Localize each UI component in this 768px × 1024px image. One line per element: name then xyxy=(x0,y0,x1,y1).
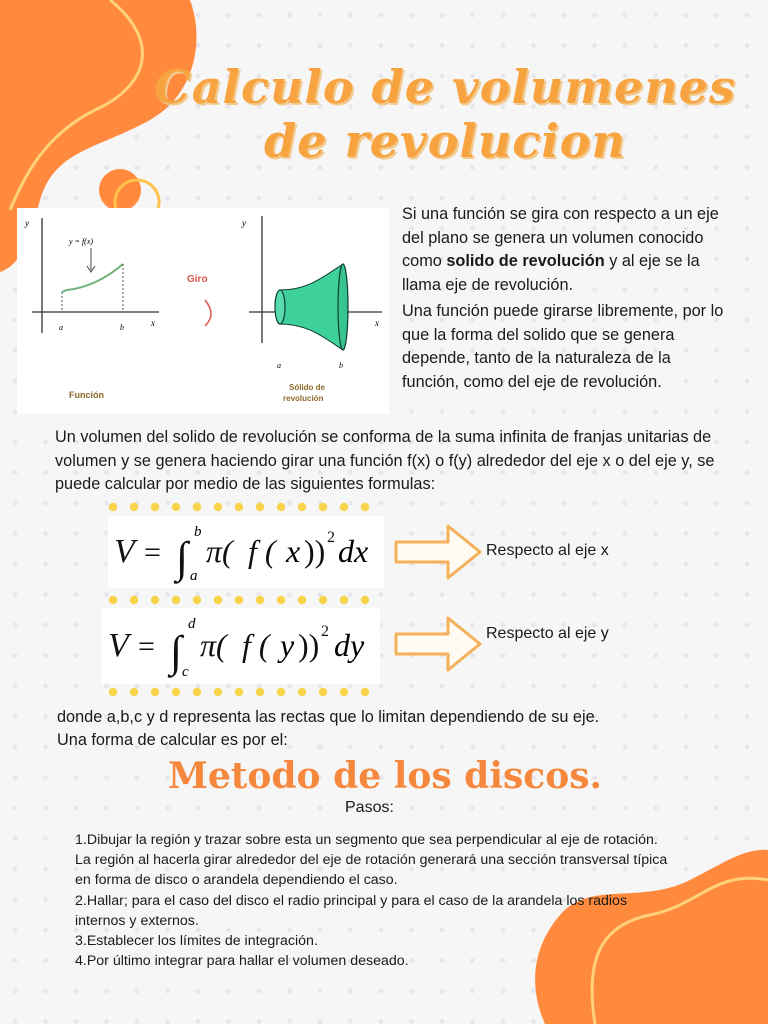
formula-y xyxy=(102,608,380,684)
svg-text:=: = xyxy=(138,630,155,663)
page-title xyxy=(150,60,740,168)
formula-y-lower: c xyxy=(182,664,189,680)
right-label-2: revolución xyxy=(283,394,324,403)
intro-paragraph-1 xyxy=(402,203,724,297)
formula-y-d: dy xyxy=(334,627,365,663)
steps-title: Pasos: xyxy=(345,799,394,816)
intro-p1-text: Si una función se gira con respecto a un eje del plano se genera un volumen conocido como xyxy=(402,205,719,270)
formula-y-var: y xyxy=(280,627,295,663)
svg-text:2: 2 xyxy=(321,623,329,640)
svg-text:2: 2 xyxy=(327,529,335,546)
formula-y-svg xyxy=(102,608,380,684)
right-a: a xyxy=(277,361,281,370)
intro-paragraph-2: Una función puede girarse libremente, por lo que la forma del solido que se genera depende, tanto de la naturaleza de la función, como del eje de revolución. xyxy=(402,302,724,391)
left-axis-x: x xyxy=(151,318,155,328)
intro-p1-bold: solido de revolución xyxy=(446,252,605,270)
title-line-2: de revolucion xyxy=(264,114,626,168)
revolution-figure xyxy=(17,208,389,414)
svg-text:π(: π( xyxy=(206,533,233,569)
steps-list xyxy=(75,830,675,971)
formula-x xyxy=(108,516,384,588)
solid-shape xyxy=(280,264,343,350)
left-b: b xyxy=(120,323,124,332)
arrow-right-icon xyxy=(394,614,484,674)
svg-text:∫: ∫ xyxy=(176,533,189,582)
formula-x-d: dx xyxy=(338,533,369,569)
formula-y-label: Respecto al eje y xyxy=(486,625,609,642)
func-label: y = f(x) xyxy=(69,237,94,246)
left-label: Función xyxy=(69,390,104,400)
formula-y-upper: d xyxy=(188,616,196,632)
left-axis-y: y xyxy=(25,218,29,228)
right-label-1: Sólido de xyxy=(289,383,325,392)
right-b: b xyxy=(339,361,343,370)
step-item: 2.Hallar; para el caso del disco el radio principal y para el caso de la arandela los radios internos y externos. xyxy=(75,892,628,929)
method-title: Metodo de los discos. xyxy=(167,755,603,797)
svg-text:=: = xyxy=(144,536,161,569)
giro-label: Giro xyxy=(187,274,208,285)
title-line-1: Calculo de volumenes xyxy=(154,60,736,114)
left-a: a xyxy=(59,323,63,332)
svg-text:V: V xyxy=(108,627,129,664)
svg-text:∫: ∫ xyxy=(170,627,183,676)
svg-text:f (: f ( xyxy=(248,533,276,569)
arrow-right-icon xyxy=(394,522,484,582)
formula-x-upper: b xyxy=(194,524,202,540)
step-item: 1.Dibujar la región y trazar sobre esta un segmento que sea perpendicular al eje de rotación. La región al hacerla girar alrededor del eje de rotación generará una sección transversal típica en forma de disco o arandela dependiendo el caso. xyxy=(75,832,668,889)
method-intro: Una forma de calcular es por el: xyxy=(57,731,288,749)
svg-text:V: V xyxy=(114,533,135,570)
step-item: 4.Por último integrar para hallar el volumen deseado. xyxy=(75,953,409,970)
right-axis-y: y xyxy=(242,218,246,228)
formula-x-var: x xyxy=(286,533,301,569)
revolution-diagram xyxy=(17,208,389,414)
right-axis-x: x xyxy=(375,318,379,328)
svg-text:)): )) xyxy=(304,533,326,569)
svg-text:π(: π( xyxy=(200,627,227,663)
formula-x-lower: a xyxy=(190,568,198,584)
step-item: 3.Establecer los límites de integración. xyxy=(75,933,318,950)
formula-x-label: Respecto al eje x xyxy=(486,542,609,559)
svg-text:)): )) xyxy=(298,627,320,663)
formula-x-svg xyxy=(108,516,384,588)
svg-text:f (: f ( xyxy=(242,627,270,663)
limits-text: donde a,b,c y d representa las rectas que lo limitan dependiendo de su eje. xyxy=(57,708,600,726)
body-paragraph: Un volumen del solido de revolución se conforma de la suma infinita de franjas unitarias de volumen y se genera haciendo girar una función f(x) o f(y) alrededor del eje x o del eje y, se puede calcular por medio de las siguientes formulas: xyxy=(55,428,715,493)
intro-p1-end: y al eje se la llama eje de revolución. xyxy=(402,252,700,294)
